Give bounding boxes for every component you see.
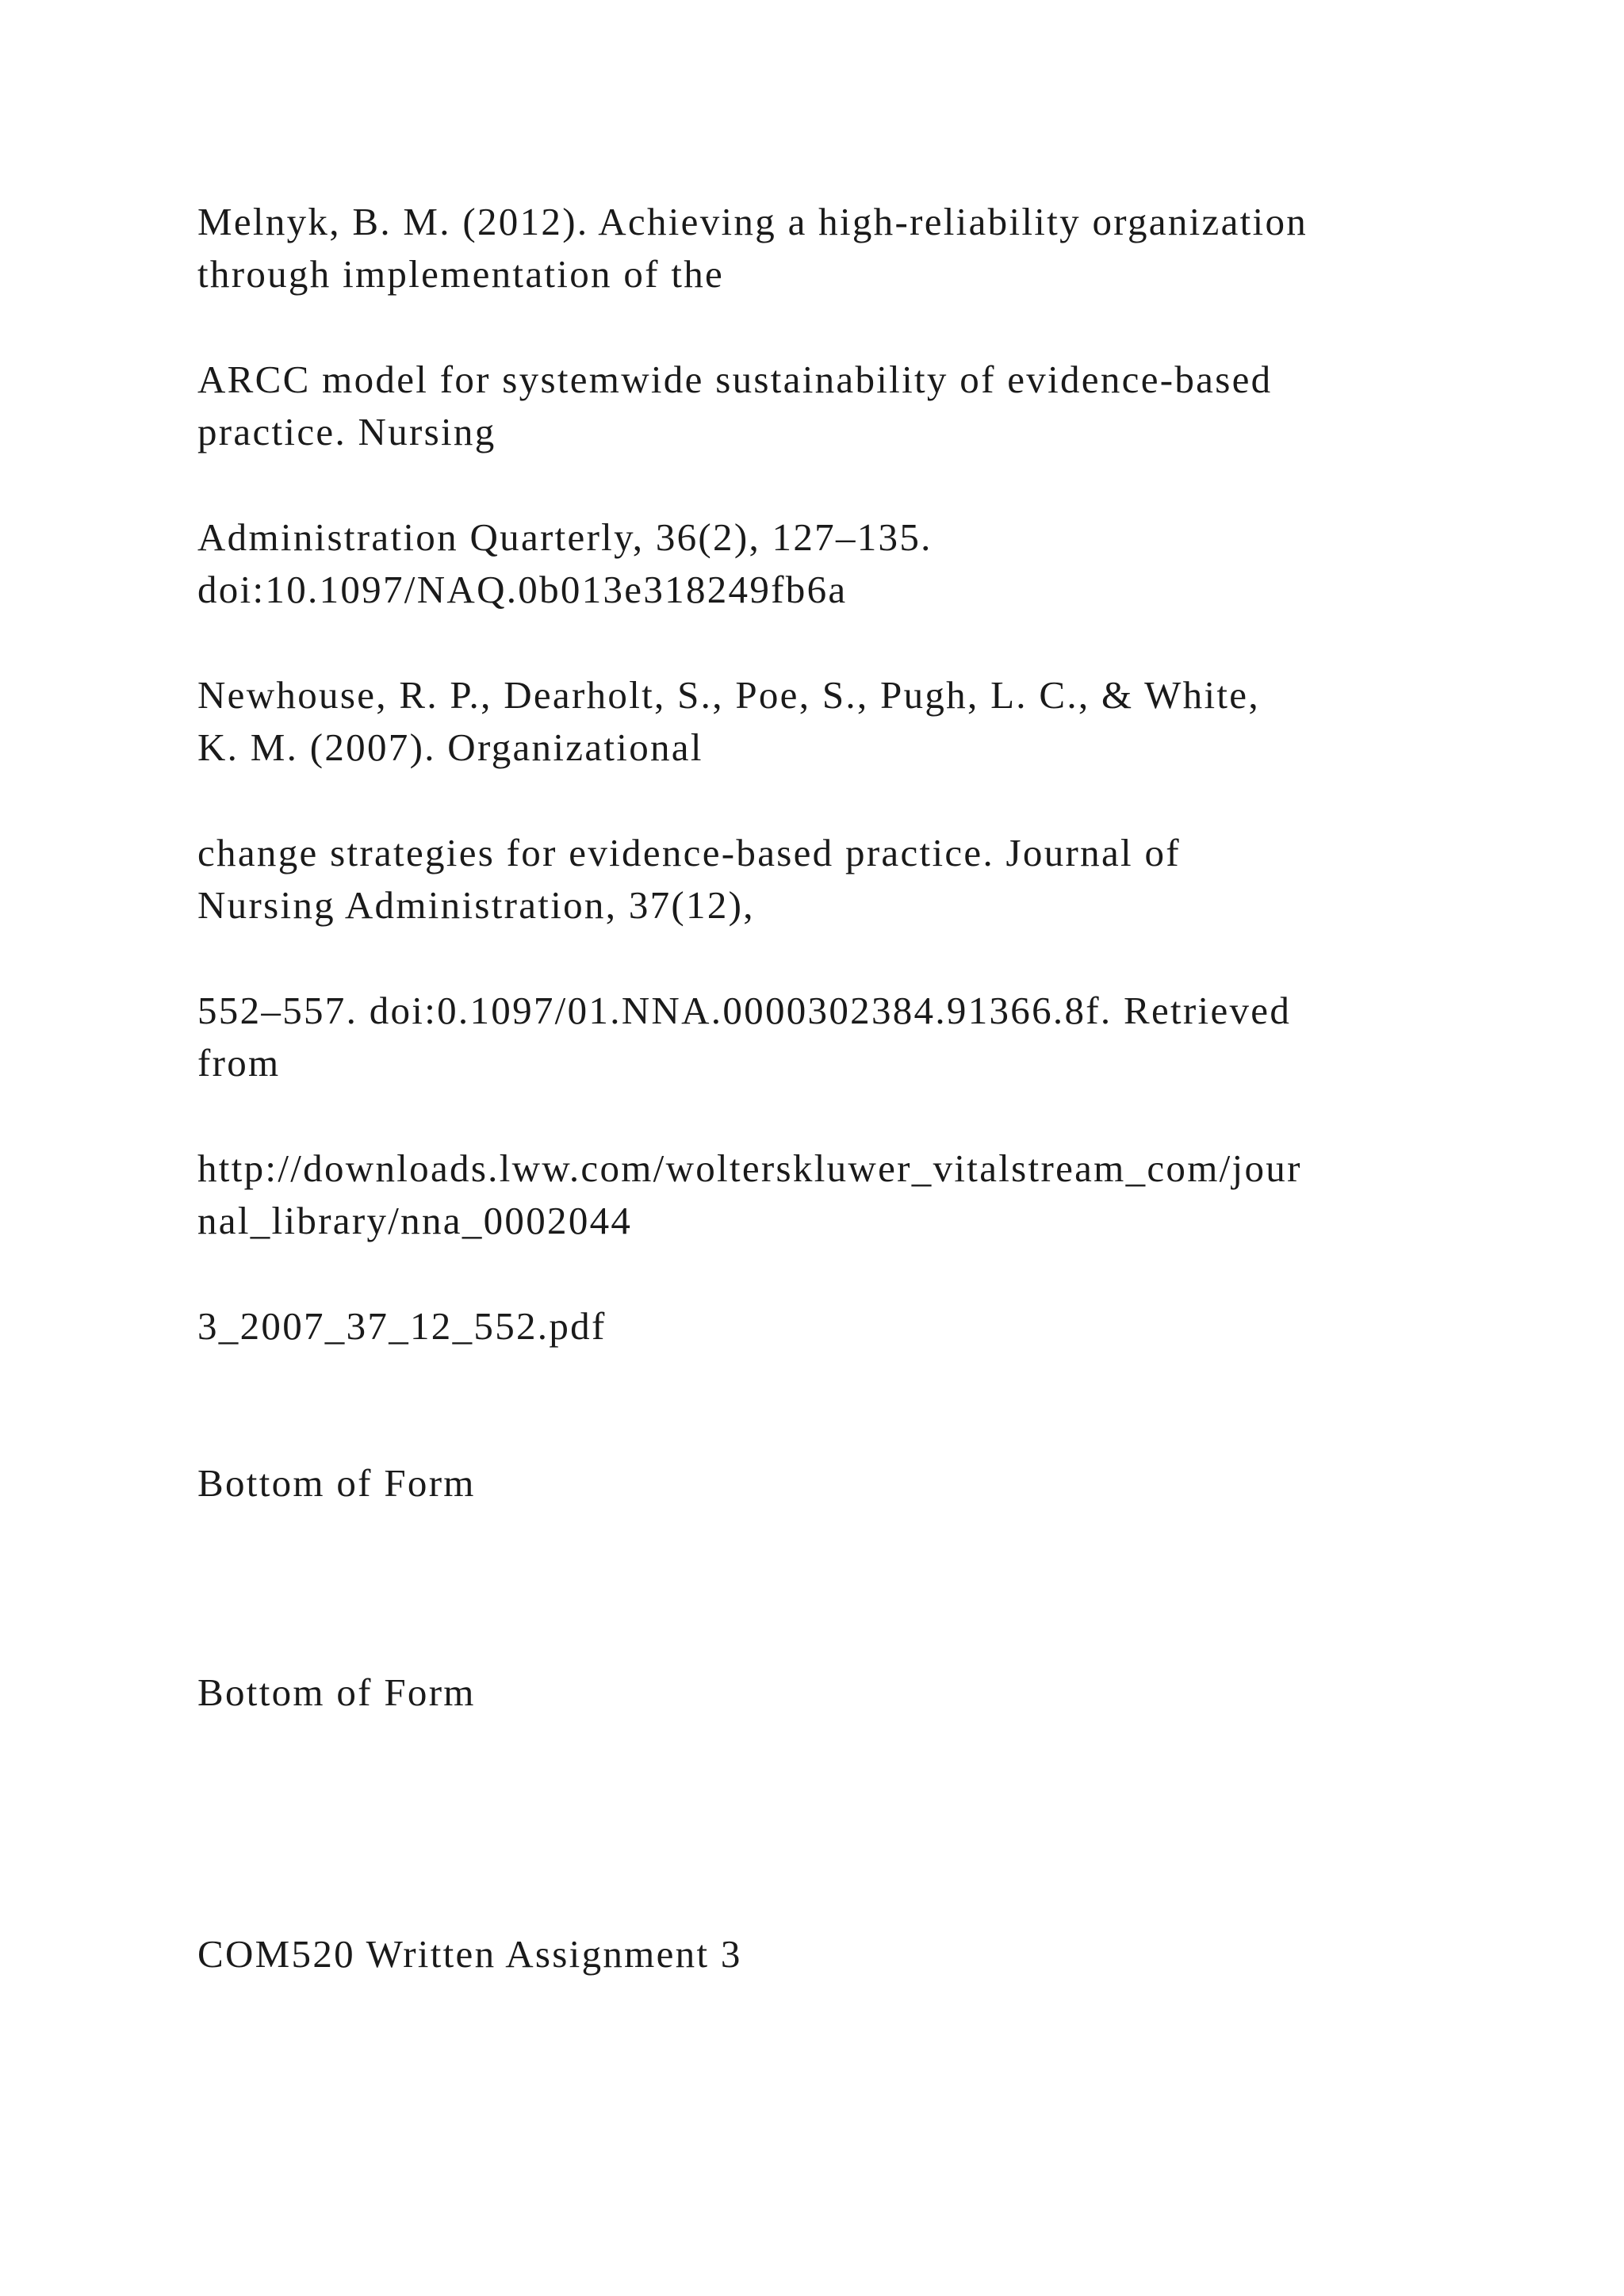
reference-melnyk-part3	[197, 511, 1498, 616]
text-line: through implementation of the	[197, 252, 725, 296]
text-line: 3_2007_37_12_552.pdf	[197, 1304, 607, 1348]
text-line: change strategies for evidence-based practice. Journal of	[197, 831, 1181, 874]
reference-url-part1	[197, 1142, 1498, 1247]
text-line: COM520 Written Assignment 3	[197, 1932, 742, 1976]
text-line: Melnyk, B. M. (2012). Achieving a high-reliability organization	[197, 200, 1308, 243]
text-line: practice. Nursing	[197, 410, 496, 453]
text-line: Nursing Administration, 37(12),	[197, 883, 755, 927]
text-line: Bottom of Form	[197, 1670, 476, 1714]
reference-newhouse-part3	[197, 985, 1498, 1089]
text-line: 552–557. doi:0.1097/01.NNA.0000302384.91366.8f. Retrieved	[197, 989, 1292, 1032]
bottom-of-form-label	[197, 1457, 1498, 1510]
text-line: http://downloads.lww.com/wolterskluwer_vitalstream_com/jour	[197, 1146, 1302, 1190]
text-line: Newhouse, R. P., Dearholt, S., Poe, S., Pugh, L. C., & White,	[197, 673, 1260, 717]
reference-melnyk-part1	[197, 196, 1498, 300]
reference-newhouse-part1	[197, 669, 1498, 774]
text-line: doi:10.1097/NAQ.0b013e318249fb6a	[197, 568, 848, 611]
text-line: K. M. (2007). Organizational	[197, 725, 703, 769]
text-line: ARCC model for systemwide sustainability of evidence-based	[197, 358, 1273, 401]
reference-newhouse-part2	[197, 827, 1498, 932]
bottom-of-form-label	[197, 1667, 1498, 1719]
assignment-heading	[197, 1928, 1498, 1980]
reference-melnyk-part2	[197, 354, 1498, 458]
text-line: Bottom of Form	[197, 1461, 476, 1505]
text-line: nal_library/nna_0002044	[197, 1199, 633, 1242]
reference-url-part2	[197, 1300, 1498, 1353]
text-line: Administration Quarterly, 36(2), 127–135.	[197, 515, 933, 559]
text-line: from	[197, 1041, 281, 1085]
